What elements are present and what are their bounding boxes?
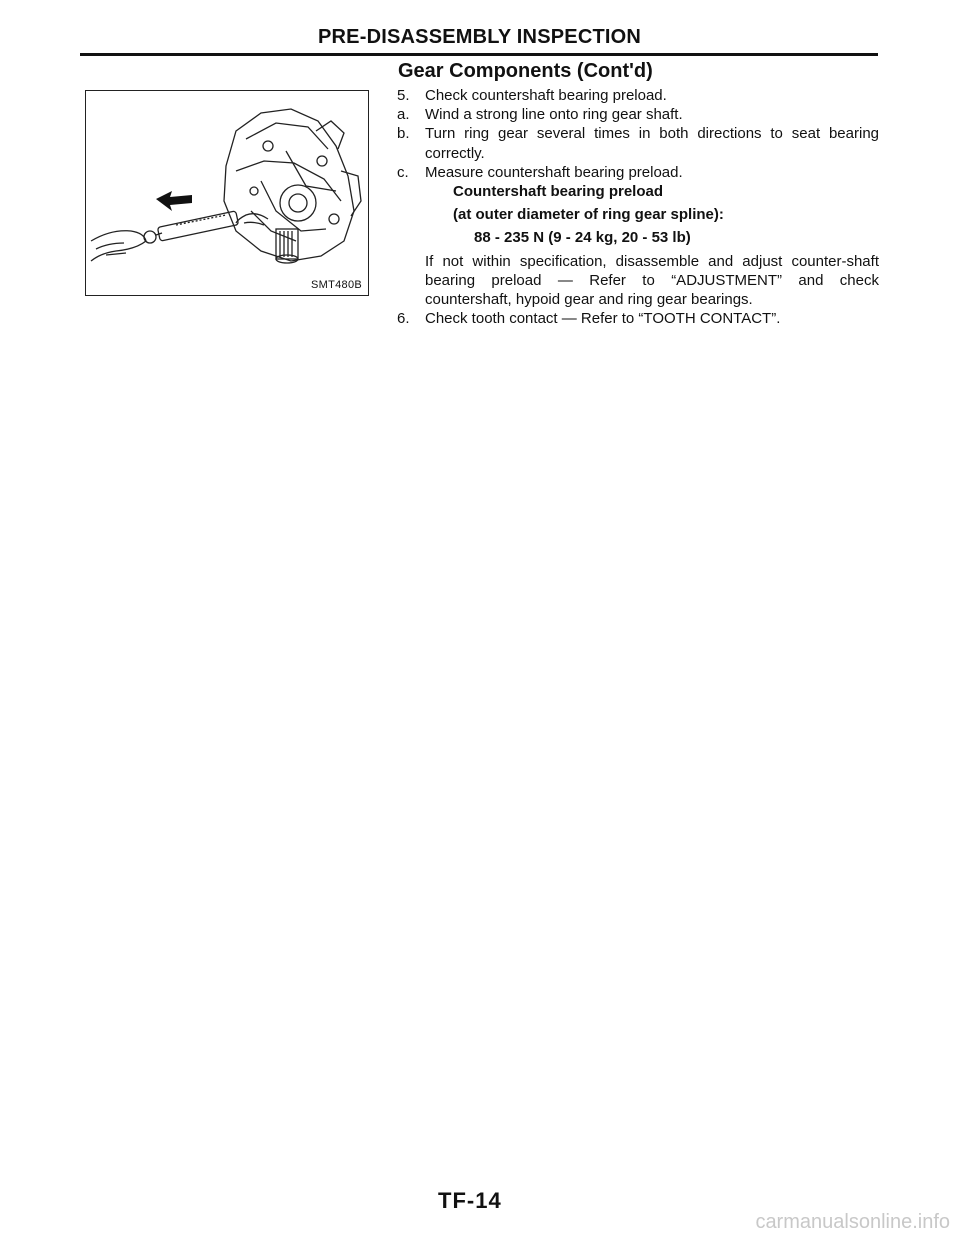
step-marker: b. [397,125,410,143]
pull-arrow-icon [156,191,192,211]
step-b [397,124,879,162]
figure-code: SMT480B [310,279,362,291]
watermark: carmanualsonline.info [755,1211,950,1233]
step-a [397,105,879,124]
header-rule [80,53,878,56]
step-5 [397,86,879,105]
figure-box [85,90,369,296]
step-c [397,163,879,182]
step-text: Measure countershaft bearing preload. [425,163,683,181]
step-marker: 5. [397,87,410,104]
spec-value: 88 - 235 N (9 - 24 kg, 20 - 53 lb) [474,229,691,247]
step-marker: 6. [397,310,410,328]
spec-condition: (at outer diameter of ring gear spline): [453,206,724,224]
note-paragraph: If not within specification, disassemble and adjust counter-shaft bearing preload — Refer to “ADJUSTMENT” and check countershaft, hypoid gear and ring gear bearings. [425,252,879,309]
transaxle-spring-scale-illustration [86,91,368,295]
spec-title: Countershaft bearing preload [453,183,664,201]
step-text: Turn ring gear several times in both directions to seat bearing correctly. [425,125,879,162]
page-number: TF-14 [438,1188,502,1213]
step-text: Check countershaft bearing preload. [425,87,667,104]
step-text: Wind a strong line onto ring gear shaft. [425,106,683,124]
step-6 [397,309,879,328]
section-title: PRE-DISASSEMBLY INSPECTION [318,26,642,48]
step-text: Check tooth contact — Refer to “TOOTH CONTACT”. [425,310,781,328]
instruction-text [397,86,879,328]
step-marker: a. [397,106,410,124]
step-marker: c. [397,163,409,181]
subsection-title: Gear Components (Cont'd) [398,60,653,82]
